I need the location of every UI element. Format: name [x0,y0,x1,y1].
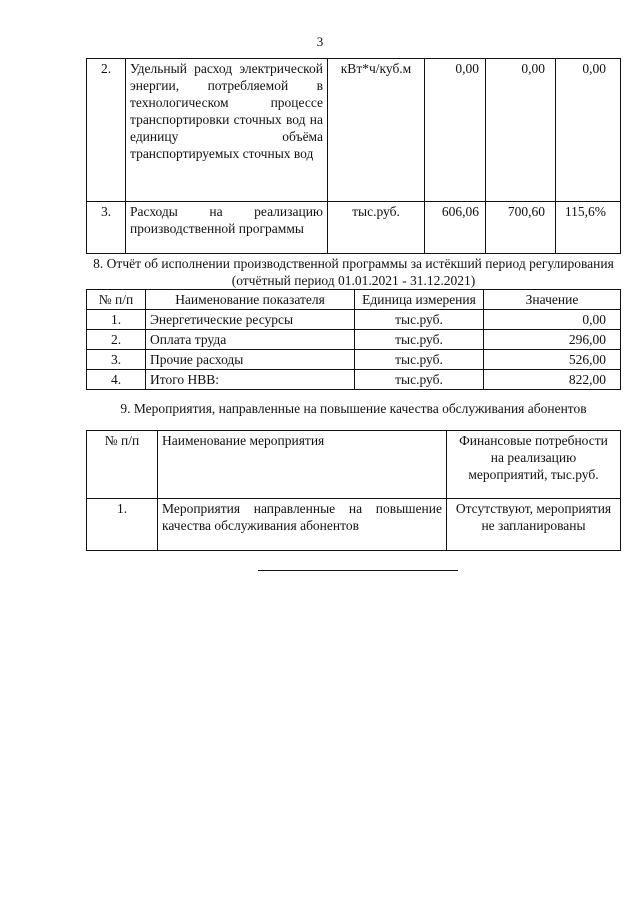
table-header-row [87,431,621,499]
service-measures-table [86,430,621,551]
value-cell: 296,00 [484,330,621,350]
table-row [87,310,621,330]
row-number: 3. [87,202,126,254]
indicator-name: Расходы на реализацию производственной программы [126,202,328,254]
table-row [87,330,621,350]
row-number: 2. [87,330,146,350]
unit-cell: тыс.руб. [355,370,484,390]
program-report-table [86,289,621,390]
end-divider [258,570,458,571]
value-cell: 526,00 [484,350,621,370]
row-number: 4. [87,370,146,390]
page-number: 3 [316,34,324,49]
column-header-value: Значение [484,290,621,310]
table-header-row [87,290,621,310]
column-header-number: № п/п [87,290,146,310]
table-row [87,370,621,390]
unit-cell: тыс.руб. [355,330,484,350]
row-number: 2. [87,59,126,202]
table-row [87,202,621,254]
column-header-finance: Финансовые потребности на реализацию мероприятий, тыс.руб. [447,431,621,499]
value-cell: 0,00 [484,310,621,330]
row-number: 1. [87,499,158,551]
column-header-number: № п/п [87,431,158,499]
value-cell: 822,00 [484,370,621,390]
measure-name: Мероприятия направленные на повышение качества обслуживания абонентов [158,499,447,551]
column-header-unit: Единица измерения [355,290,484,310]
column-header-measure: Наименование мероприятия [158,431,447,499]
unit-cell: тыс.руб. [328,202,425,254]
value-cell: 115,6% [556,202,621,254]
value-cell: 0,00 [486,59,556,202]
indicators-table-continued [86,58,621,254]
value-cell: 606,06 [425,202,486,254]
row-number: 1. [87,310,146,330]
indicator-name: Итого НВВ: [146,370,355,390]
value-cell: 700,60 [486,202,556,254]
indicator-name: Энергетические ресурсы [146,310,355,330]
section-8-title: 8. Отчёт об исполнении производственной программы за истёкший период регулирования (отчётный период 01.01.2021 - 31.12.2021) [93,256,614,288]
indicator-name: Прочие расходы [146,350,355,370]
table-row [87,499,621,551]
unit-cell: тыс.руб. [355,310,484,330]
value-cell: 0,00 [425,59,486,202]
indicator-name: Оплата труда [146,330,355,350]
column-header-name: Наименование показателя [146,290,355,310]
unit-cell: тыс.руб. [355,350,484,370]
finance-cell: Отсутствуют, мероприятия не запланированы [447,499,621,551]
table-row [87,59,621,202]
unit-cell: кВт*ч/куб.м [328,59,425,202]
value-cell: 0,00 [556,59,621,202]
section-9-title: 9. Мероприятия, направленные на повышение качества обслуживания абонентов [120,401,587,416]
table-row [87,350,621,370]
indicator-name: Удельный расход электрической энергии, потребляемой в технологическом процессе транспортировки сточных вод на единицу объёма транспортируемых сточных вод [126,59,328,202]
row-number: 3. [87,350,146,370]
